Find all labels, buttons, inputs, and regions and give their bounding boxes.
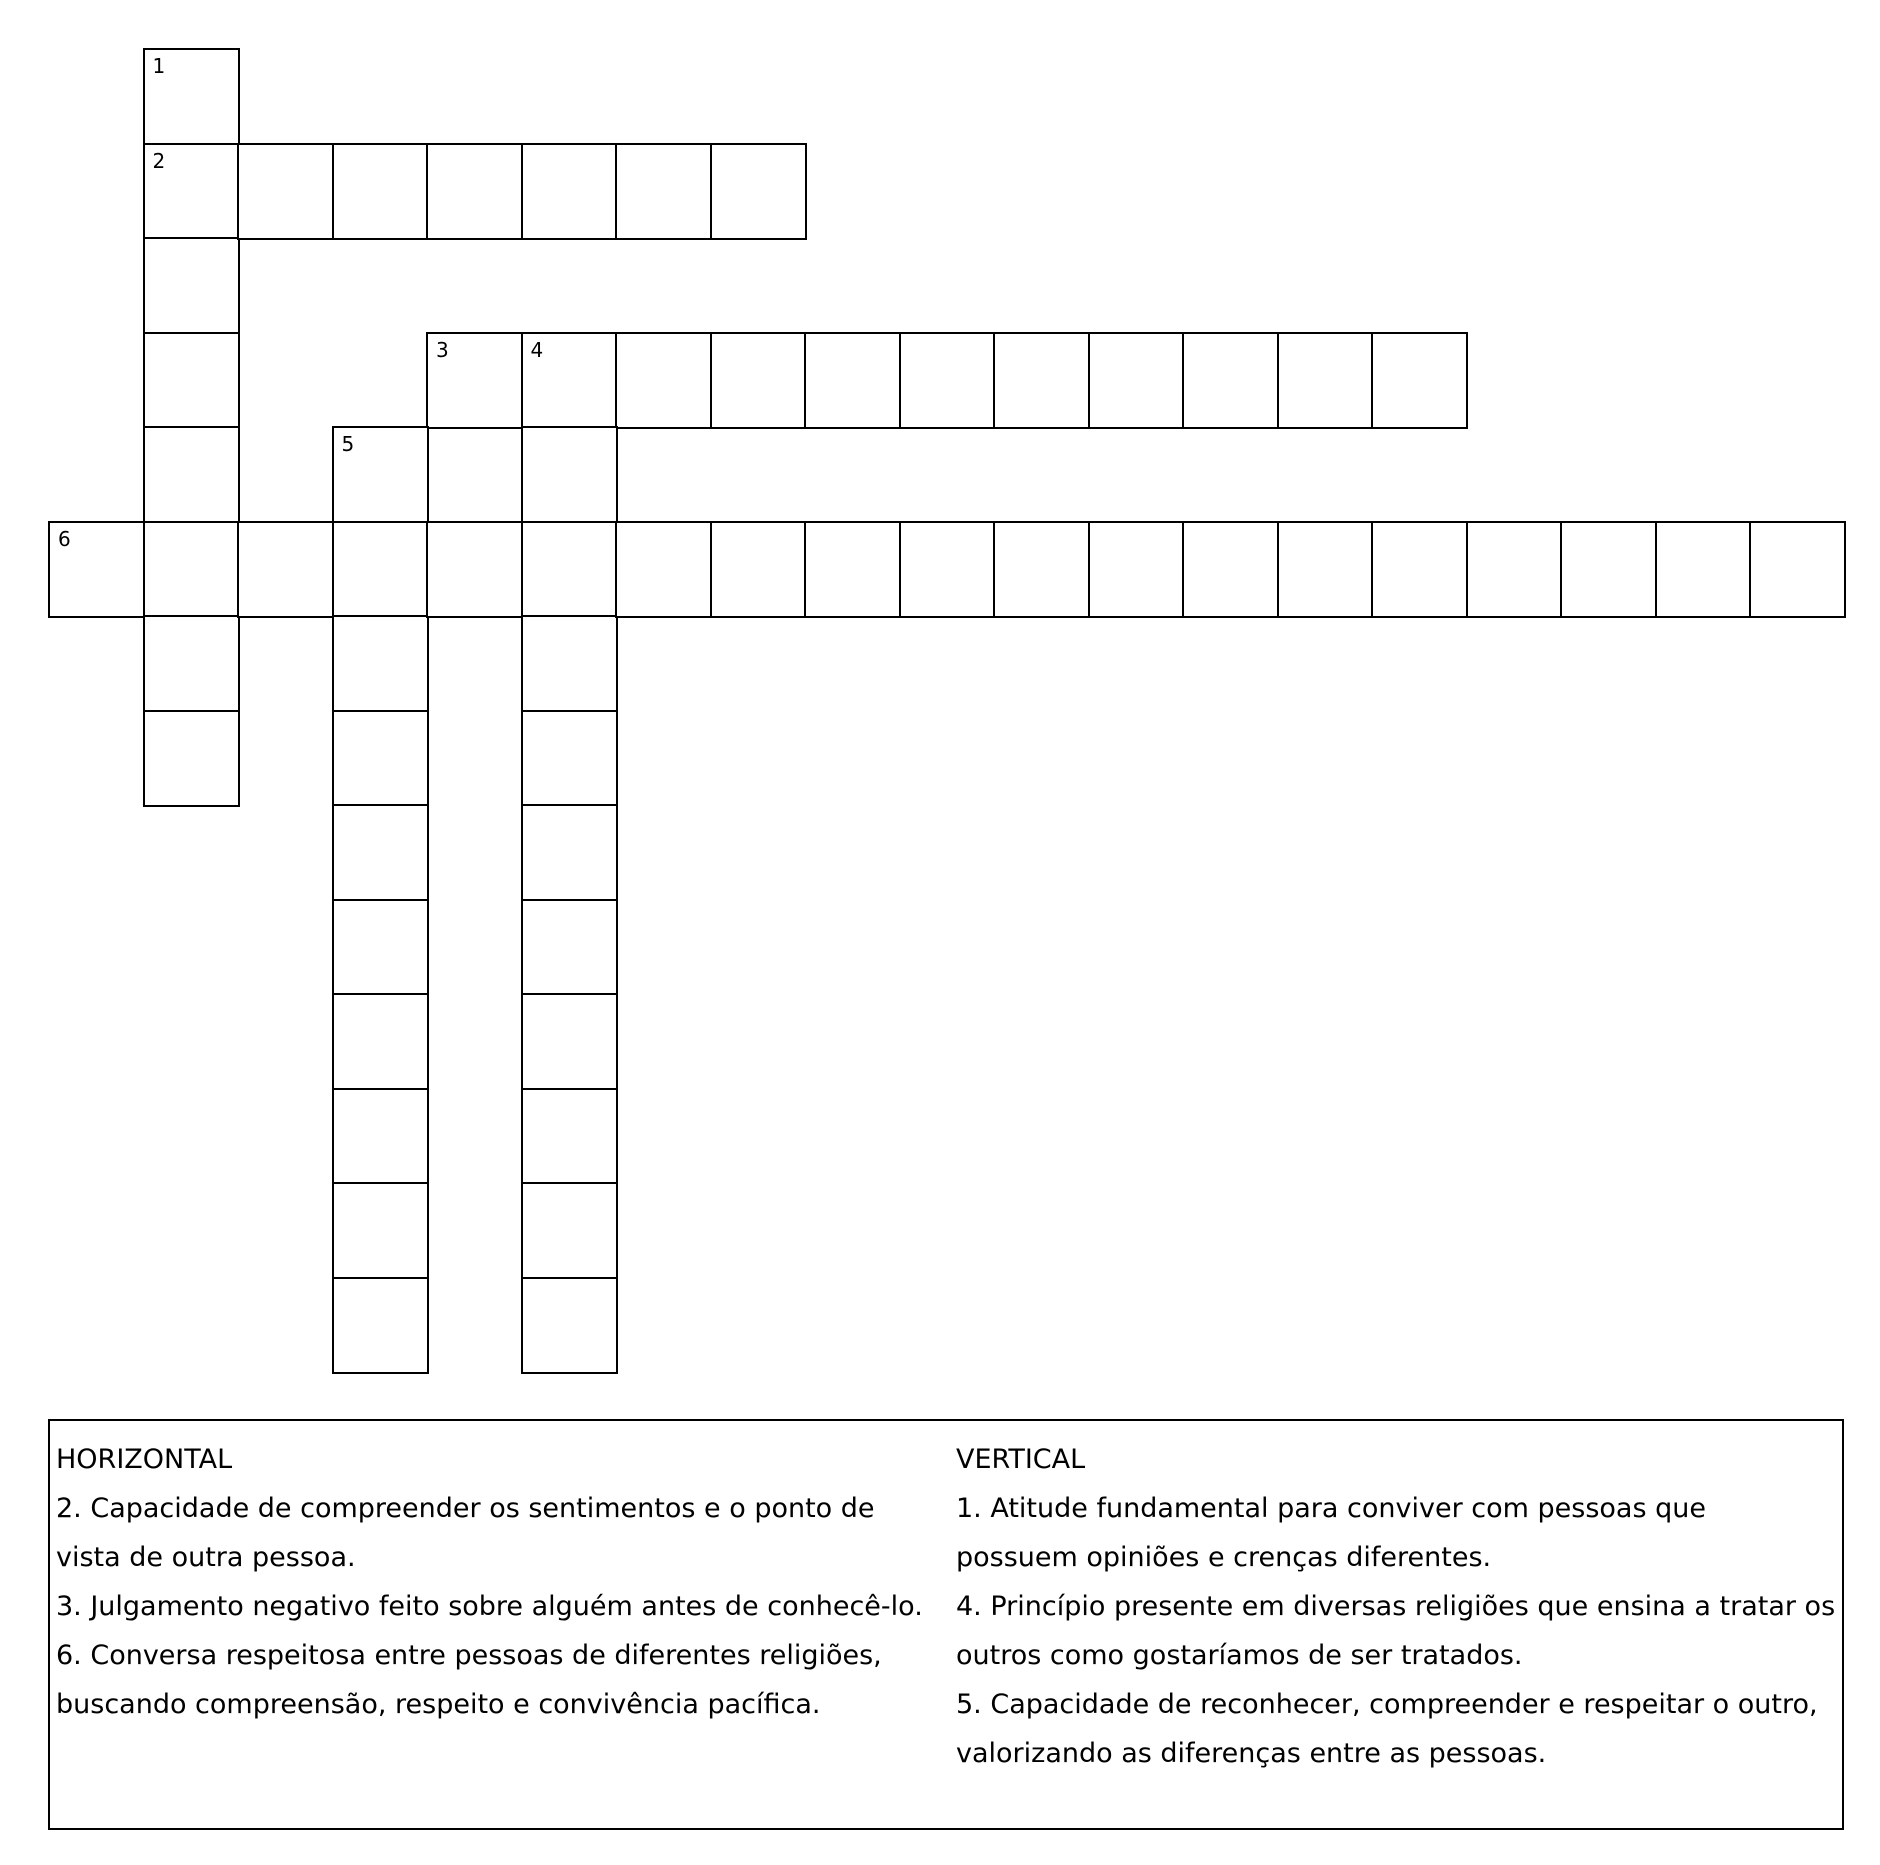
vertical-clue-1: 1. Atitude fundamental para conviver com pessoas que possuem opiniões e crenças diferentes.	[956, 1493, 1706, 1573]
grid-cell[interactable]	[1182, 521, 1279, 618]
grid-cell[interactable]	[993, 521, 1090, 618]
clues-panel	[48, 1419, 1844, 1830]
grid-cell[interactable]	[615, 332, 712, 429]
grid-cell[interactable]	[143, 237, 240, 334]
grid-cell[interactable]	[1088, 521, 1185, 618]
grid-cell[interactable]	[1749, 521, 1846, 618]
grid-cell[interactable]	[804, 332, 901, 429]
grid-cell[interactable]	[521, 332, 618, 429]
horizontal-clues-column	[56, 1435, 946, 1729]
vertical-clue-4: 4. Princípio presente em diversas religiões que ensina a tratar os outros como gostaríamos de ser tratados.	[956, 1591, 1836, 1671]
grid-cell[interactable]	[332, 899, 429, 996]
grid-cell[interactable]	[1466, 521, 1563, 618]
grid-cell[interactable]	[332, 1182, 429, 1279]
vertical-clues-column	[956, 1435, 1836, 1778]
horizontal-clue-2: 2. Capacidade de compreender os sentimentos e o ponto de vista de outra pessoa.	[56, 1493, 875, 1573]
grid-cell[interactable]	[426, 332, 523, 429]
grid-cell[interactable]	[521, 426, 618, 523]
grid-cell[interactable]	[521, 899, 618, 996]
vertical-heading: VERTICAL	[956, 1444, 1086, 1475]
grid-cell[interactable]	[1277, 332, 1374, 429]
grid-cell[interactable]	[332, 993, 429, 1090]
grid-cell[interactable]	[1088, 332, 1185, 429]
grid-cell[interactable]	[237, 521, 334, 618]
grid-cell[interactable]	[143, 615, 240, 712]
grid-cell[interactable]	[899, 332, 996, 429]
grid-cell[interactable]	[521, 1277, 618, 1374]
grid-cell[interactable]	[521, 1182, 618, 1279]
grid-cell[interactable]	[143, 48, 240, 145]
grid-cell[interactable]	[521, 804, 618, 901]
horizontal-clue-6: 6. Conversa respeitosa entre pessoas de diferentes religiões, buscando compreensão, respeito e convivência pacífica.	[56, 1640, 882, 1720]
grid-cell[interactable]	[899, 521, 996, 618]
grid-cell[interactable]	[521, 993, 618, 1090]
grid-cell[interactable]	[521, 143, 618, 240]
grid-cell[interactable]	[237, 143, 334, 240]
grid-cell[interactable]	[143, 521, 240, 618]
grid-cell[interactable]	[521, 710, 618, 807]
clue-number-6: 6	[58, 526, 71, 551]
grid-cell[interactable]	[710, 521, 807, 618]
grid-cell[interactable]	[143, 710, 240, 807]
grid-cell[interactable]	[332, 615, 429, 712]
clue-number-4: 4	[530, 337, 544, 362]
grid-cell[interactable]	[143, 332, 240, 429]
grid-cell[interactable]	[1182, 332, 1279, 429]
clue-number-1: 1	[152, 54, 166, 78]
grid-cell[interactable]	[993, 332, 1090, 429]
grid-cell[interactable]	[710, 332, 807, 429]
grid-cell[interactable]	[521, 521, 618, 618]
grid-cell[interactable]	[615, 521, 712, 618]
clue-number-3: 3	[436, 337, 449, 362]
clue-number-2: 2	[152, 148, 166, 173]
grid-cell[interactable]	[710, 143, 807, 240]
grid-cell[interactable]	[804, 521, 901, 618]
grid-cell[interactable]	[332, 521, 429, 618]
vertical-clue-5: 5. Capacidade de reconhecer, compreender e respeitar o outro, valorizando as diferenças entre as pessoas.	[956, 1689, 1818, 1769]
horizontal-heading: HORIZONTAL	[56, 1444, 233, 1475]
grid-cell[interactable]	[332, 804, 429, 901]
horizontal-clue-3: 3. Julgamento negativo feito sobre alguém antes de conhecê-lo.	[56, 1591, 923, 1622]
clue-number-5: 5	[341, 432, 355, 456]
grid-cell[interactable]	[332, 710, 429, 807]
grid-cell[interactable]	[332, 1088, 429, 1185]
grid-cell[interactable]	[426, 521, 523, 618]
grid-cell[interactable]	[426, 143, 523, 240]
grid-cell[interactable]	[48, 521, 145, 618]
grid-cell[interactable]	[332, 1277, 429, 1374]
grid-cell[interactable]	[332, 143, 429, 240]
grid-cell[interactable]	[1371, 332, 1468, 429]
grid-cell[interactable]	[615, 143, 712, 240]
grid-cell[interactable]	[1371, 521, 1468, 618]
grid-cell[interactable]	[143, 143, 240, 240]
grid-cell[interactable]	[1277, 521, 1374, 618]
grid-cell[interactable]	[143, 426, 240, 523]
grid-cell[interactable]	[1655, 521, 1752, 618]
grid-cell[interactable]	[521, 1088, 618, 1185]
grid-cell[interactable]	[332, 426, 429, 523]
grid-cell[interactable]	[1560, 521, 1657, 618]
grid-cell[interactable]	[521, 615, 618, 712]
